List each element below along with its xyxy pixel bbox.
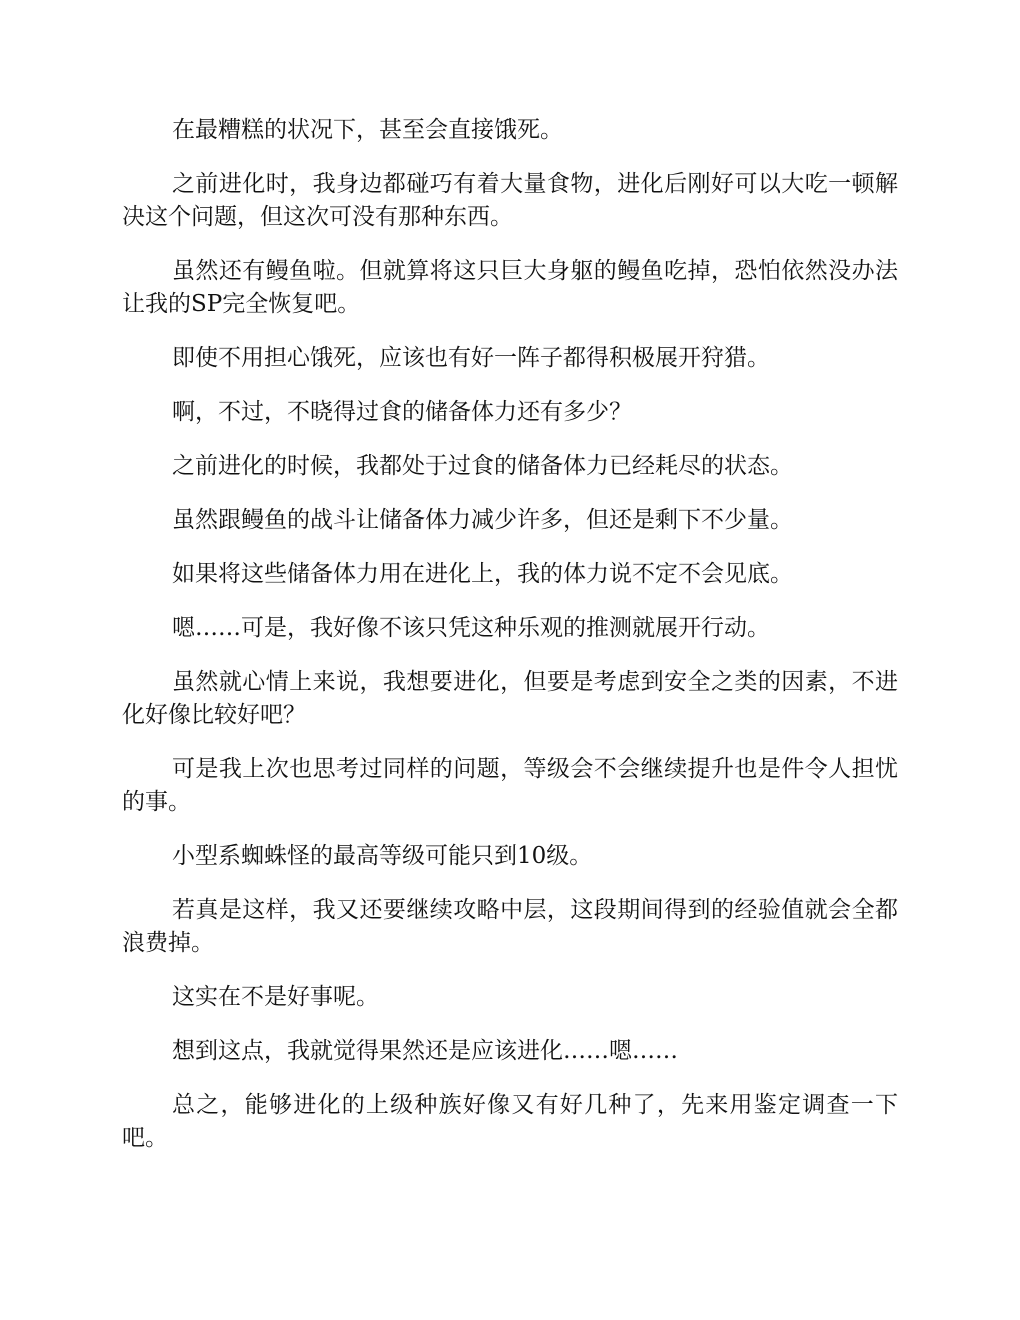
paragraph: 嗯……可是，我好像不该只凭这种乐观的推测就展开行动。 <box>172 615 770 641</box>
paragraph: 之前进化时，我身边都碰巧有着大量食物，进化后刚好可以大吃一顿解决这个问题，但这次可没有那种东西。 <box>122 171 898 230</box>
paragraph: 若真是这样，我又还要继续攻略中层，这段期间得到的经验值就会全都浪费掉。 <box>122 897 898 956</box>
paragraph: 之前进化的时候，我都处于过食的储备体力已经耗尽的状态。 <box>172 453 793 479</box>
paragraph: 在最糟糕的状况下，甚至会直接饿死。 <box>172 117 563 143</box>
paragraph: 总之，能够进化的上级种族好像又有好几种了，先来用鉴定调查一下吧。 <box>122 1092 898 1151</box>
paragraph: 即使不用担心饿死，应该也有好一阵子都得积极展开狩猎。 <box>172 345 770 371</box>
paragraph: 小型系蜘蛛怪的最高等级可能只到10级。 <box>172 843 593 869</box>
paragraph: 可是我上次也思考过同样的问题，等级会不会继续提升也是件令人担忧的事。 <box>122 756 898 815</box>
paragraph: 这实在不是好事呢。 <box>172 984 379 1010</box>
paragraph: 啊，不过，不晓得过食的储备体力还有多少？ <box>172 399 632 425</box>
paragraph: 虽然就心情上来说，我想要进化，但要是考虑到安全之类的因素，不进化好像比较好吧？ <box>122 669 898 728</box>
paragraph: 想到这点，我就觉得果然还是应该进化……嗯…… <box>172 1038 678 1064</box>
document-body <box>122 114 898 1176</box>
paragraph: 如果将这些储备体力用在进化上，我的体力说不定不会见底。 <box>172 561 793 587</box>
paragraph: 虽然还有鳗鱼啦。但就算将这只巨大身躯的鳗鱼吃掉，恐怕依然没办法让我的SP完全恢复吧。 <box>122 258 898 317</box>
paragraph: 虽然跟鳗鱼的战斗让储备体力减少许多，但还是剩下不少量。 <box>172 507 793 533</box>
